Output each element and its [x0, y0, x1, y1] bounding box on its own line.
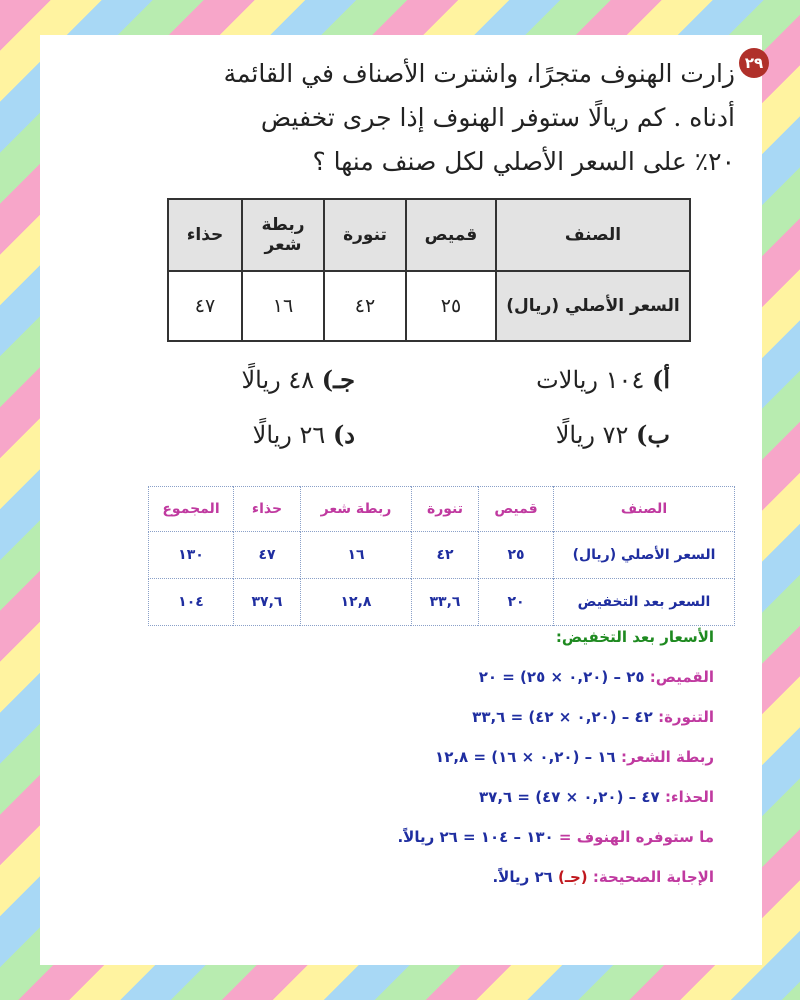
answer-label: الإجابة الصحيحة:: [592, 868, 714, 886]
sol-header-shoes: حذاء: [234, 487, 301, 532]
solution-eq-skirt: ٤٢ – (٠,٢٠ × ٤٢) = ٣٣,٦: [472, 708, 653, 726]
question-number-badge: ٢٩: [739, 48, 769, 78]
sol-original-shirt: ٢٥: [479, 532, 554, 579]
option-d[interactable]: [253, 420, 355, 449]
option-d-key: د): [332, 420, 355, 449]
sol-original-skirt: ٤٢: [412, 532, 479, 579]
solution-label-shirt: القميص:: [649, 668, 714, 686]
header-hair-tie: ربطة شعر: [242, 199, 324, 271]
price-hair-tie: ١٦: [242, 271, 324, 341]
sol-row-original-label: السعر الأصلي (ريال): [554, 532, 735, 579]
sol-original-hair-tie: ١٦: [301, 532, 412, 579]
question-line-2: أدناه . كم ريالًا ستوفر الهنوف إذا جرى تخفيض: [260, 103, 735, 132]
price-skirt: ٤٢: [324, 271, 406, 341]
solution-label-skirt: التنورة:: [658, 708, 714, 726]
sol-discount-shoes: ٣٧,٦: [234, 579, 301, 626]
answer-text: ٢٦ ريالاً.: [492, 868, 553, 886]
answer-key: (جـ): [558, 868, 588, 886]
solution-savings: [397, 828, 714, 846]
solution-label-hair-tie: ربطة الشعر:: [620, 748, 714, 766]
savings-label: ما ستوفره الهنوف =: [558, 828, 714, 846]
items-price-table: [167, 198, 691, 342]
solution-eq-hair-tie: ١٦ – (٠,٢٠ × ١٦) = ١٢,٨: [435, 748, 616, 766]
savings-eq: ١٣٠ – ١٠٤ = ٢٦ ريالاً.: [397, 828, 554, 846]
sol-original-total: ١٣٠: [149, 532, 234, 579]
sol-header-hair-tie: ربطة شعر: [301, 487, 412, 532]
solution-title: الأسعار بعد التخفيض:: [555, 628, 714, 646]
price-shoes: ٤٧: [168, 271, 242, 341]
solution-line-hair-tie: [435, 748, 714, 766]
solution-line-shirt: [479, 668, 714, 686]
solution-answer: [492, 868, 714, 886]
row-original-price-label: السعر الأصلي (ريال): [496, 271, 690, 341]
sol-header-shirt: قميص: [479, 487, 554, 532]
question-block: [110, 52, 764, 184]
solution-label-shoes: الحذاء:: [664, 788, 714, 806]
solution-line-shoes: [479, 788, 714, 806]
sol-discount-hair-tie: ١٢,٨: [301, 579, 412, 626]
option-c-key: جـ): [321, 365, 355, 394]
solution-eq-shirt: ٢٥ – (٠,٢٠ × ٢٥) = ٢٠: [478, 668, 645, 686]
sol-original-shoes: ٤٧: [234, 532, 301, 579]
option-d-text: ٢٦ ريالًا: [252, 421, 326, 449]
sol-discount-shirt: ٢٠: [479, 579, 554, 626]
question-line-3: ٢٠٪ على السعر الأصلي لكل صنف منها ؟: [312, 147, 735, 176]
header-shoes: حذاء: [168, 199, 242, 271]
option-b[interactable]: [556, 420, 670, 449]
option-c[interactable]: [241, 365, 355, 394]
option-c-text: ٤٨ ريالًا: [241, 366, 315, 394]
solution-eq-shoes: ٤٧ – (٠,٢٠ × ٤٧) = ٣٧,٦: [479, 788, 660, 806]
sol-header-item: الصنف: [554, 487, 735, 532]
solution-line-skirt: [472, 708, 714, 726]
option-a-key: أ): [651, 365, 670, 394]
price-shirt: ٢٥: [406, 271, 496, 341]
option-b-key: ب): [636, 420, 670, 449]
sol-row-discount-label: السعر بعد التخفيض: [554, 579, 735, 626]
solution-table: [148, 486, 735, 626]
sol-discount-total: ١٠٤: [149, 579, 234, 626]
sol-discount-skirt: ٣٣,٦: [412, 579, 479, 626]
sol-header-skirt: تنورة: [412, 487, 479, 532]
question-line-1: زارت الهنوف متجرًا، واشترت الأصناف في القائمة: [223, 59, 735, 88]
header-skirt: تنورة: [324, 199, 406, 271]
option-a[interactable]: [536, 365, 670, 394]
sol-header-total: المجموع: [149, 487, 234, 532]
header-shirt: قميص: [406, 199, 496, 271]
option-a-text: ١٠٤ ريالات: [536, 366, 645, 394]
option-b-text: ٧٢ ريالًا: [555, 421, 629, 449]
header-item-label: الصنف: [496, 199, 690, 271]
